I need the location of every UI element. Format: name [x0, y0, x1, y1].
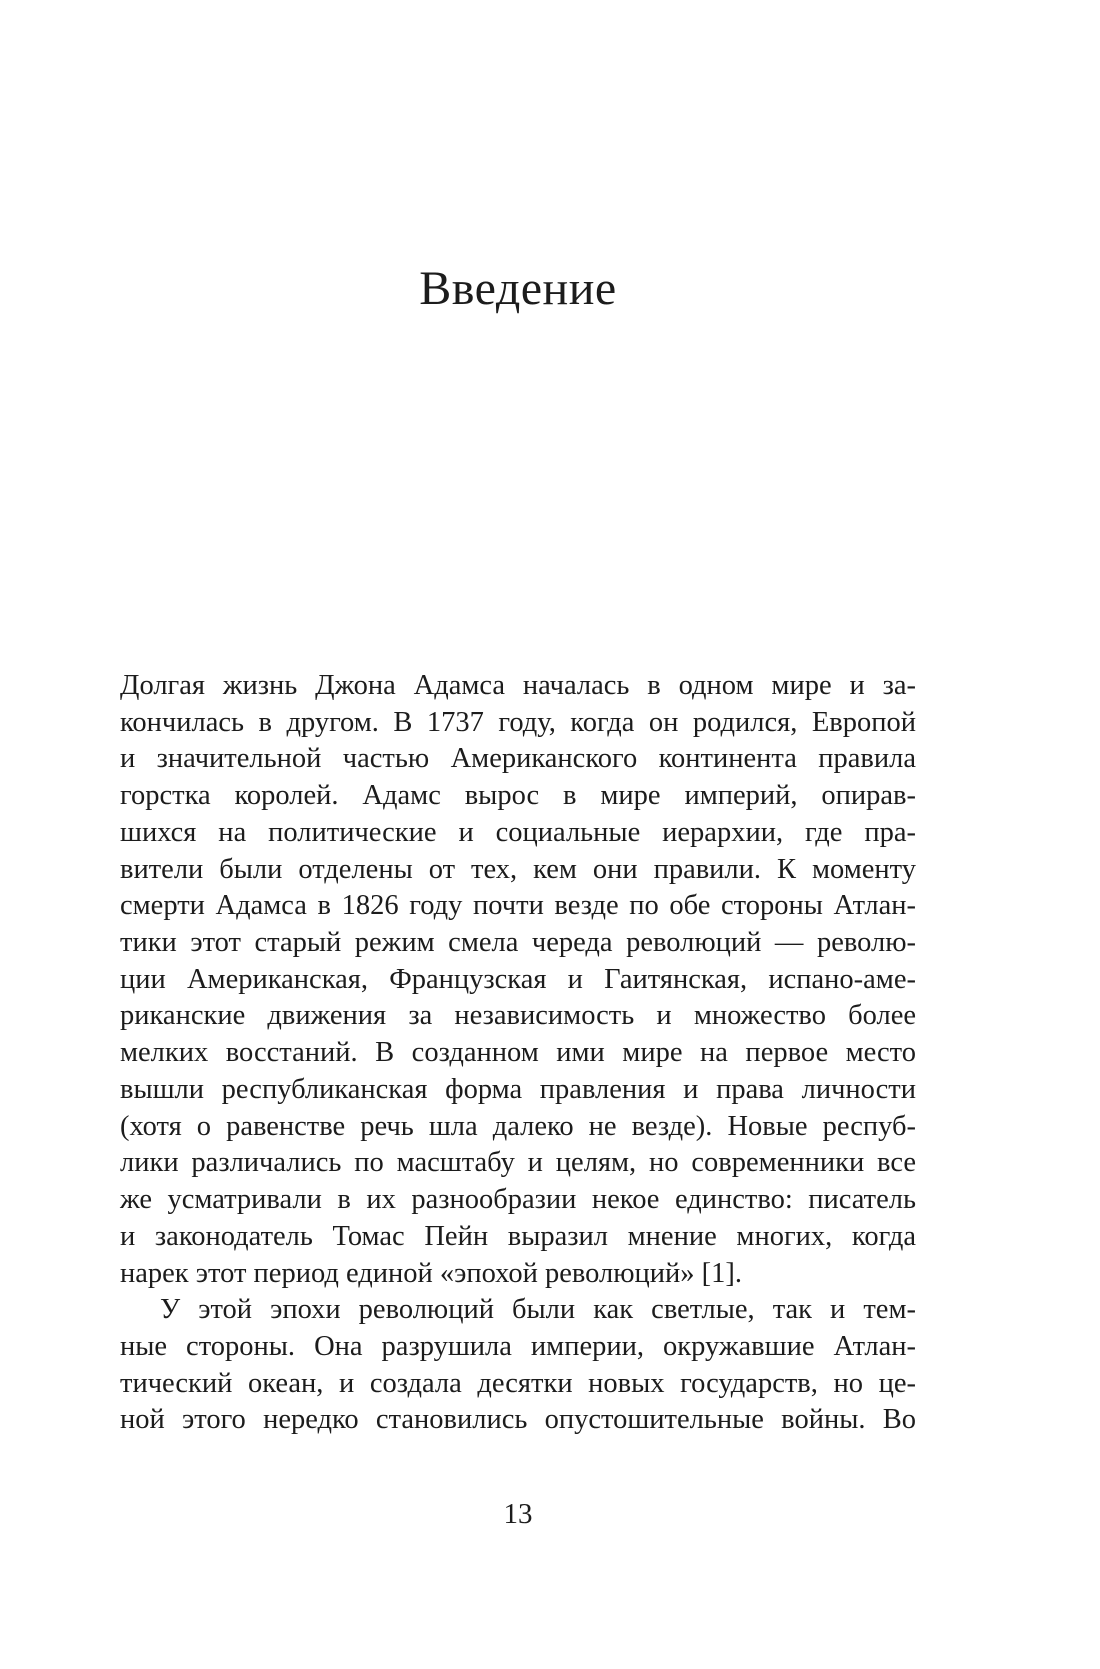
text-line: (хотя о равенстве речь шла далеко не везде). Новые респуб- — [120, 1110, 916, 1142]
text-line: же усматривали в их разнообразии некое единство: писатель — [120, 1184, 916, 1216]
page-number: 13 — [503, 1498, 533, 1530]
body-text — [120, 668, 916, 1439]
text-line: тики этот старый режим смела череда революций — револю- — [120, 927, 916, 959]
text-line: горстка королей. Адамс вырос в мире империй, опирав- — [120, 780, 916, 812]
text-line: нарек этот период единой «эпохой революций» [1]. — [120, 1257, 743, 1289]
text-line: шихся на политические и социальные иерархии, где пра- — [120, 816, 916, 848]
text-line: кончилась в другом. В 1737 году, когда он родился, Европой — [120, 706, 916, 738]
text-line: вышли республиканская форма правления и права личности — [120, 1073, 916, 1105]
chapter-title: Введение — [419, 262, 617, 315]
text-line: лики различались по масштабу и целям, но современники все — [120, 1147, 916, 1179]
text-line: и законодатель Томас Пейн выразил мнение многих, когда — [120, 1220, 916, 1252]
text-line: смерти Адамса в 1826 году почти везде по обе стороны Атлан- — [120, 890, 916, 922]
text-line: тический океан, и создала десятки новых государств, но це- — [120, 1367, 916, 1399]
text-line: риканские движения за независимость и множество более — [120, 1000, 916, 1032]
text-line: ные стороны. Она разрушила империи, окружавшие Атлан- — [120, 1330, 916, 1362]
text-line: Долгая жизнь Джона Адамса началась в одном мире и за- — [120, 670, 916, 701]
text-line: вители были отделены от тех, кем они правили. К моменту — [120, 853, 916, 885]
text-line: ции Американская, Французская и Гаитянская, испано-аме- — [120, 963, 916, 995]
text-line: мелких восстаний. В созданном ими мире на первое место — [120, 1037, 916, 1069]
text-line: ной этого нередко становились опустошительные войны. Во — [120, 1404, 916, 1436]
text-line: и значительной частью Американского континента правила — [120, 743, 916, 775]
text-line: У этой эпохи революций были как светлые, так и тем- — [160, 1294, 916, 1326]
